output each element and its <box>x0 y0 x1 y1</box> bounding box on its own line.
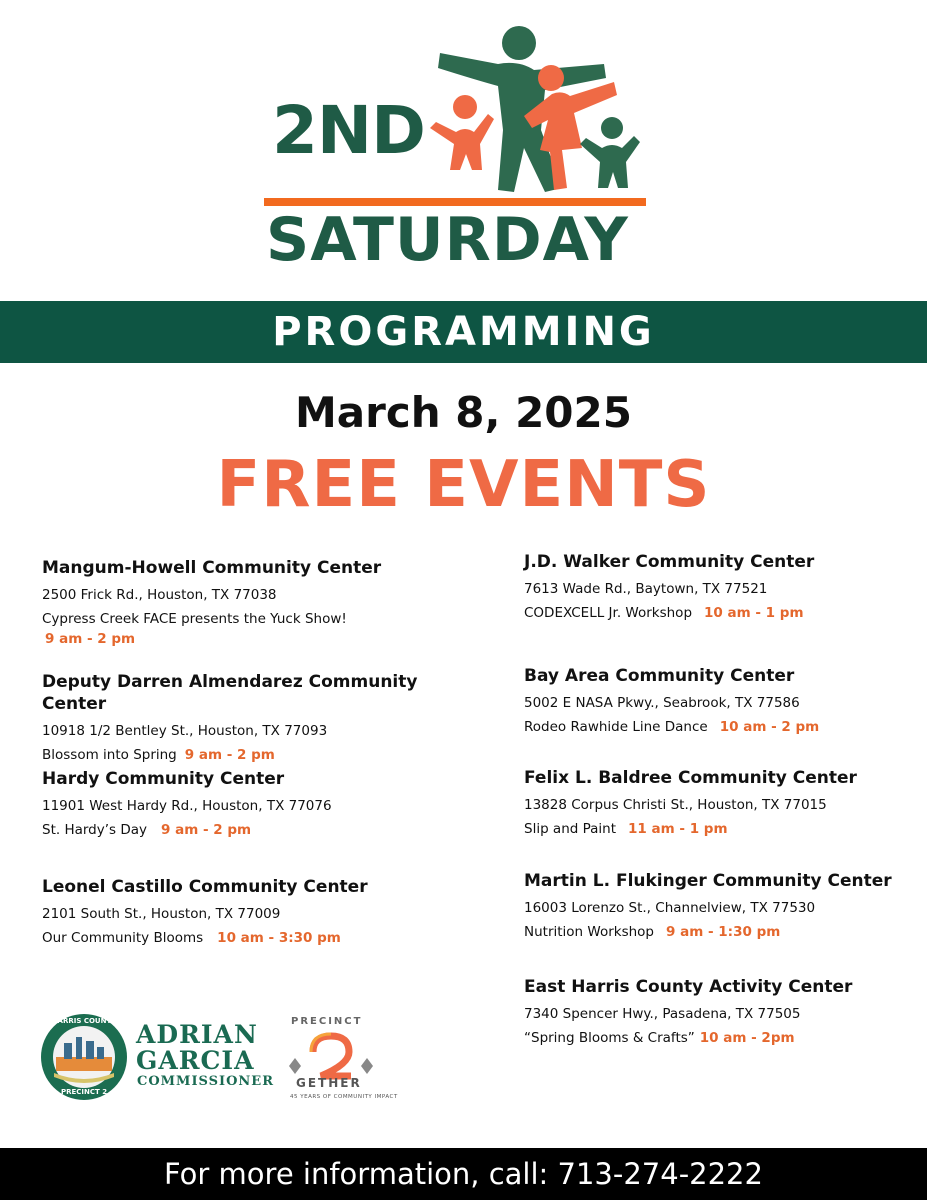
commissioner-first-name: ADRIAN <box>136 1020 258 1049</box>
event-program <box>524 819 914 839</box>
event-address: 7613 Wade Rd., Baytown, TX 77521 <box>524 581 768 597</box>
event-baldree <box>524 767 914 839</box>
event-program <box>42 928 482 948</box>
event-time: 10 am - 2 pm <box>719 719 820 735</box>
banner-title: PROGRAMMING <box>272 309 655 355</box>
footer-contact-text: For more information, call: 713-274-2222 <box>164 1157 763 1191</box>
footer-bar <box>0 1148 927 1200</box>
event-program-title: “Spring Blooms & Crafts” <box>524 1030 695 1046</box>
commissioner-title: COMMISSIONER <box>137 1074 275 1089</box>
event-east-harris <box>524 976 914 1048</box>
event-name: Bay Area Community Center <box>524 666 795 686</box>
commissioner-last-name: GARCIA <box>136 1046 255 1075</box>
logo-2nd-text: 2ND <box>272 92 425 169</box>
event-program-title: CODEXCELL Jr. Workshop <box>524 605 693 621</box>
free-events-headline: FREE EVENTS <box>216 448 711 522</box>
event-address: 11901 West Hardy Rd., Houston, TX 77076 <box>42 798 332 814</box>
event-program-title: St. Hardy’s Day <box>42 822 148 838</box>
event-hardy <box>42 768 482 840</box>
event-name: Felix L. Baldree Community Center <box>524 768 857 788</box>
event-date: March 8, 2025 <box>295 388 632 437</box>
event-program <box>524 717 914 737</box>
event-flukinger <box>524 870 914 942</box>
event-address: 7340 Spencer Hwy., Pasadena, TX 77505 <box>524 1006 801 1022</box>
event-program-title: Cypress Creek FACE presents the Yuck Show! <box>42 611 347 627</box>
event-time: 11 am - 1 pm <box>628 821 728 837</box>
event-time: 10 am - 3:30 pm <box>217 930 341 946</box>
seal-text-bottom: PRECINCT 2 <box>60 1088 108 1096</box>
precinct-word: PRECINCT <box>291 1016 363 1027</box>
event-address: 2101 South St., Houston, TX 77009 <box>42 906 281 922</box>
event-time: 9 am - 2 pm <box>161 822 252 838</box>
event-program-title: Our Community Blooms <box>42 930 204 946</box>
gether-word: GETHER <box>296 1076 362 1090</box>
event-time: 9 am - 2 pm <box>45 631 136 647</box>
event-name: Leonel Castillo Community Center <box>42 877 368 897</box>
event-name: East Harris County Activity Center <box>524 977 853 997</box>
event-program-title: Rodeo Rawhide Line Dance <box>524 719 708 735</box>
seal-text-top: HARRIS COUNTY <box>51 1017 117 1025</box>
event-bay-area <box>524 665 914 737</box>
event-program <box>42 609 482 649</box>
commissioner-name <box>136 1022 258 1074</box>
event-program <box>524 603 914 623</box>
event-program <box>42 745 482 765</box>
event-name: Hardy Community Center <box>42 769 285 789</box>
gether-subtitle: 45 YEARS OF COMMUNITY IMPACT <box>290 1094 398 1100</box>
event-program <box>42 820 482 840</box>
event-program <box>524 1028 914 1048</box>
event-program-title: Slip and Paint <box>524 821 617 837</box>
event-address: 2500 Frick Rd., Houston, TX 77038 <box>42 587 277 603</box>
logo-saturday-text: SATURDAY <box>266 205 629 275</box>
event-name: Mangum-Howell Community Center <box>42 558 382 578</box>
event-time: 9 am - 2 pm <box>184 747 275 763</box>
event-name: Martin L. Flukinger Community Center <box>524 871 892 891</box>
event-castillo <box>42 876 482 948</box>
event-program-title: Nutrition Workshop <box>524 924 655 940</box>
event-address: 5002 E NASA Pkwy., Seabrook, TX 77586 <box>524 695 800 711</box>
event-almendarez <box>42 671 482 765</box>
event-program-title: Blossom into Spring <box>42 747 177 763</box>
event-name: Deputy Darren Almendarez Community Center <box>42 672 418 714</box>
event-jd-walker <box>524 551 914 623</box>
event-address: 16003 Lorenzo St., Channelview, TX 77530 <box>524 900 816 916</box>
event-time: 10 am - 1 pm <box>704 605 804 621</box>
event-program <box>524 922 914 942</box>
event-name: J.D. Walker Community Center <box>524 552 815 572</box>
event-time: 10 am - 2pm <box>699 1030 795 1046</box>
programming-banner <box>0 301 927 363</box>
event-mangum-howell <box>42 557 482 649</box>
event-time: 9 am - 1:30 pm <box>666 924 781 940</box>
event-address: 13828 Corpus Christi St., Houston, TX 77015 <box>524 797 827 813</box>
event-address: 10918 1/2 Bentley St., Houston, TX 77093 <box>42 723 328 739</box>
